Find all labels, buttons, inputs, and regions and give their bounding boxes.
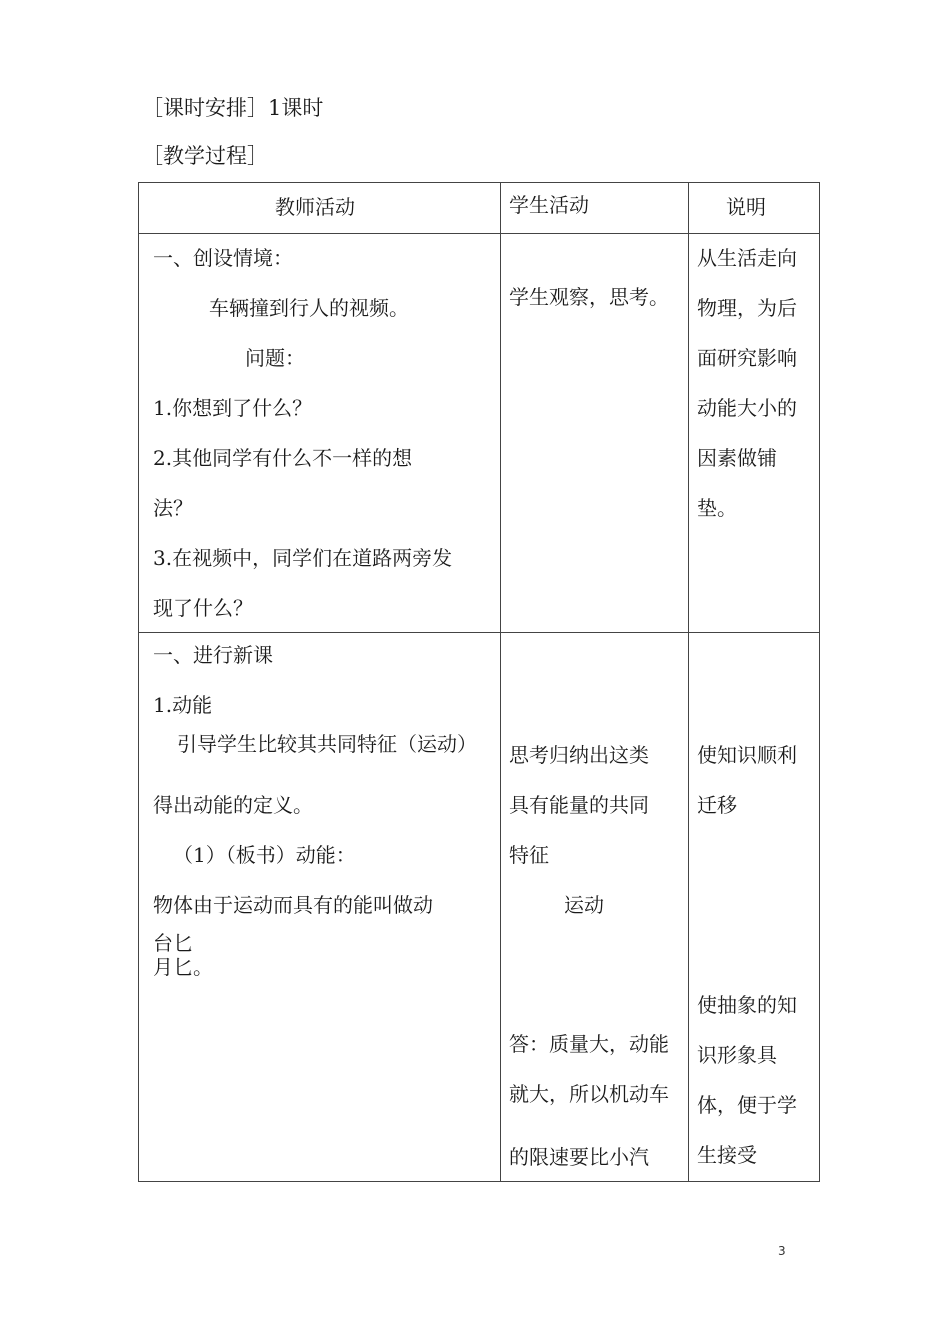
note-line: 物理，为后 bbox=[697, 296, 797, 320]
student-line: 学生观察，思考。 bbox=[509, 285, 669, 309]
teacher-line: 一、创设情境： bbox=[153, 246, 293, 270]
teacher-line: 一、进行新课 bbox=[153, 643, 273, 667]
note-line: 面研究影响 bbox=[697, 346, 797, 370]
lesson-table bbox=[138, 182, 820, 1182]
column-header-teacher bbox=[139, 183, 501, 234]
student-line: 特征 bbox=[509, 843, 549, 867]
teacher-line: 1.你想到了什么？ bbox=[153, 396, 313, 420]
page-number: 3 bbox=[778, 1244, 786, 1258]
teacher-line: 台匕 bbox=[153, 931, 193, 955]
teacher-activity-cell bbox=[139, 234, 501, 633]
note-line: 动能大小的 bbox=[697, 396, 797, 420]
student-line: 答：质量大，动能 bbox=[509, 1032, 669, 1056]
column-header-note bbox=[689, 183, 820, 234]
teacher-line: 月匕。 bbox=[153, 955, 213, 979]
note-cell bbox=[689, 234, 820, 633]
teacher-line: 2.其他同学有什么不一样的想 bbox=[153, 446, 413, 470]
note-line: 体，便于学 bbox=[697, 1093, 797, 1117]
student-line: 思考归纳出这类 bbox=[509, 743, 649, 767]
column-header-student-label: 学生活动 bbox=[509, 193, 589, 217]
table-header-row bbox=[139, 183, 820, 234]
teacher-line: 物体由于运动而具有的能叫做动 bbox=[153, 893, 433, 917]
column-header-note-label: 说明 bbox=[726, 195, 766, 219]
teacher-line: 问题： bbox=[245, 346, 305, 370]
note-line: 从生活走向 bbox=[697, 246, 797, 270]
teacher-line: 现了什么？ bbox=[153, 596, 253, 620]
column-header-student bbox=[501, 183, 689, 234]
note-line: 因素做铺 bbox=[697, 446, 777, 470]
student-line: 运动 bbox=[564, 893, 604, 917]
note-line: 使抽象的知 bbox=[697, 993, 797, 1017]
student-line: 就大，所以机动车 bbox=[509, 1082, 669, 1106]
teacher-line: 3.在视频中，同学们在道路两旁发 bbox=[153, 546, 453, 570]
lesson-schedule: ［课时安排］1课时 bbox=[142, 96, 324, 120]
student-line: 的限速要比小汽 bbox=[509, 1145, 649, 1169]
teacher-activity-cell bbox=[139, 633, 501, 1182]
column-header-teacher-label: 教师活动 bbox=[275, 195, 355, 219]
note-line: 使知识顺利 bbox=[697, 743, 797, 767]
student-activity-cell bbox=[501, 633, 689, 1182]
student-activity-cell bbox=[501, 234, 689, 633]
student-line: 具有能量的共同 bbox=[509, 793, 649, 817]
table-row bbox=[139, 633, 820, 1182]
note-line: 识形象具 bbox=[697, 1043, 777, 1067]
teacher-line: 引导学生比较其共同特征（运动） bbox=[177, 732, 477, 756]
note-cell bbox=[689, 633, 820, 1182]
note-line: 迁移 bbox=[697, 793, 737, 817]
teacher-line: 得出动能的定义。 bbox=[153, 793, 313, 817]
note-line: 垫。 bbox=[697, 496, 737, 520]
note-line: 生接受 bbox=[697, 1143, 757, 1167]
teacher-line: 法？ bbox=[153, 496, 193, 520]
table-row bbox=[139, 234, 820, 633]
teaching-process-heading: ［教学过程］ bbox=[142, 144, 268, 168]
teacher-line: （1）（板书）动能： bbox=[173, 843, 356, 867]
teacher-line: 车辆撞到行人的视频。 bbox=[209, 296, 409, 320]
teacher-line: 1.动能 bbox=[153, 693, 213, 717]
